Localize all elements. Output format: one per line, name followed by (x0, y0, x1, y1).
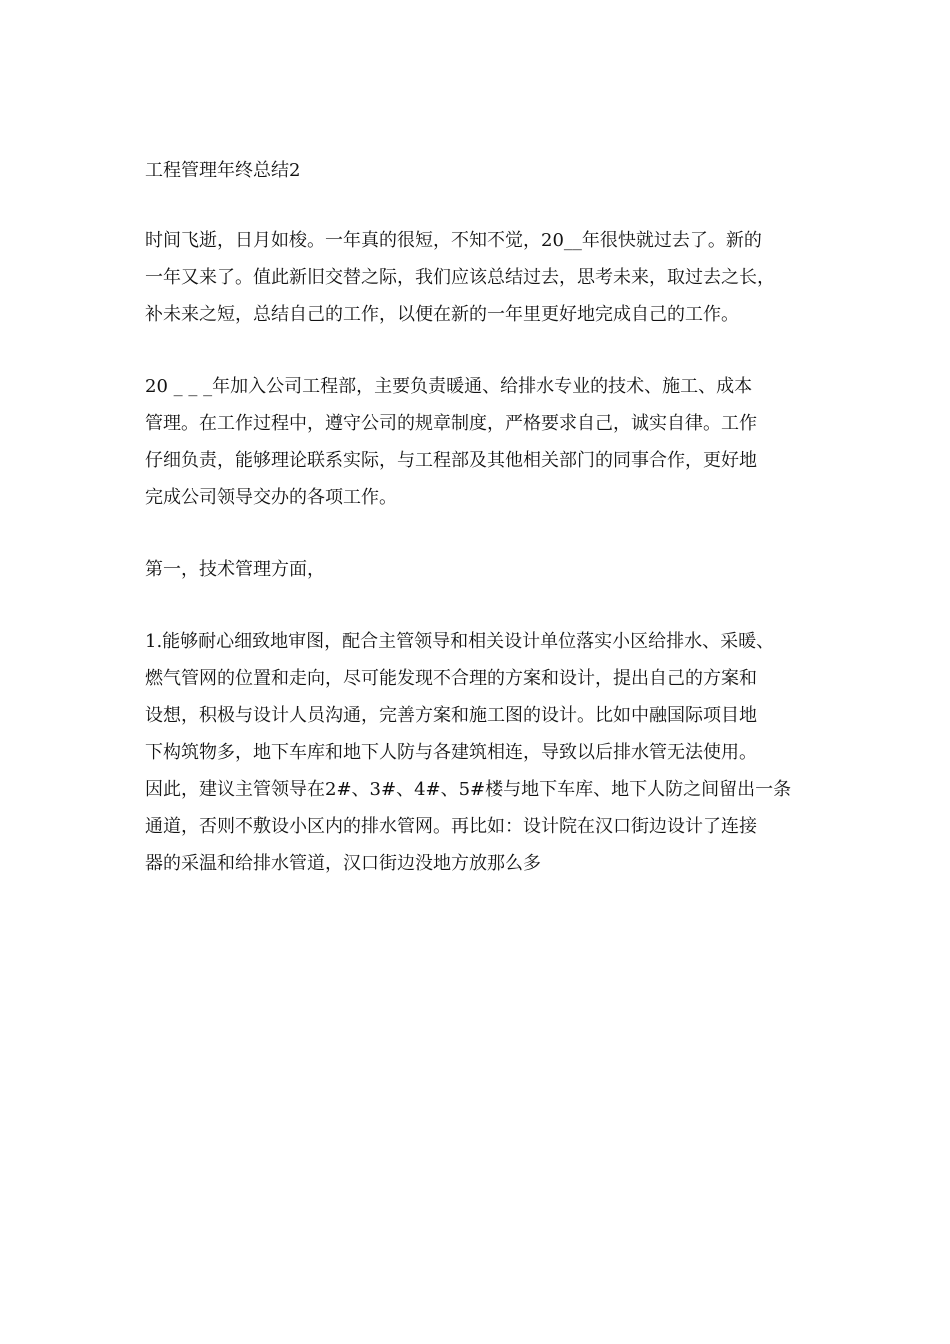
paragraph-line: 仔细负责，能够理论联系实际，与工程部及其他相关部门的同事合作，更好地 (145, 450, 757, 471)
paragraph-line: 燃气管网的位置和走向，尽可能发现不合理的方案和设计，提出自己的方案和 (145, 668, 757, 689)
section-heading-technical (145, 551, 815, 588)
paragraph-line: 下构筑物多，地下车库和地下人防与各建筑相连，导致以后排水管无法使用。 (145, 742, 757, 763)
paragraph-line: 一年又来了。值此新旧交替之际，我们应该总结过去，思考未来，取过去之长， (145, 267, 775, 288)
paragraph-line: 时间飞逝，日月如梭。一年真的很短，不知不觉，20__年很快就过去了。新的 (145, 230, 762, 251)
paragraph-line: 设想，积极与设计人员沟通，完善方案和施工图的设计。比如中融国际项目地 (145, 705, 757, 726)
paragraph-line: 补未来之短，总结自己的工作，以便在新的一年里更好地完成自己的工作。 (145, 304, 739, 325)
paragraph-line: 因此，建议主管领导在2#、3#、4#、5#楼与地下车库、地下人防之间留出一条 (145, 779, 792, 800)
paragraph-line: 1.能够耐心细致地审图，配合主管领导和相关设计单位落实小区给排水、采暖、 (145, 631, 775, 652)
paragraph-joining (145, 368, 815, 516)
paragraph-line: 20 _ _ _年加入公司工程部，主要负责暖通、给排水专业的技术、施工、成本 (145, 376, 753, 397)
document-title: 工程管理年终总结2 (145, 160, 301, 181)
paragraph-intro (145, 222, 815, 333)
paragraph-line: 管理。在工作过程中，遵守公司的规章制度，严格要求自己，诚实自律。工作 (145, 413, 757, 434)
paragraph-item-1 (145, 623, 815, 882)
paragraph-line: 完成公司领导交办的各项工作。 (145, 487, 397, 508)
document-body (145, 154, 815, 917)
paragraph-line: 器的采温和给排水管道，汉口街边没地方放那么多 (145, 853, 541, 874)
section-heading-line: 第一，技术管理方面， (145, 559, 325, 580)
paragraph-line: 通道，否则不敷设小区内的排水管网。再比如：设计院在汉口街边设计了连接 (145, 816, 757, 837)
